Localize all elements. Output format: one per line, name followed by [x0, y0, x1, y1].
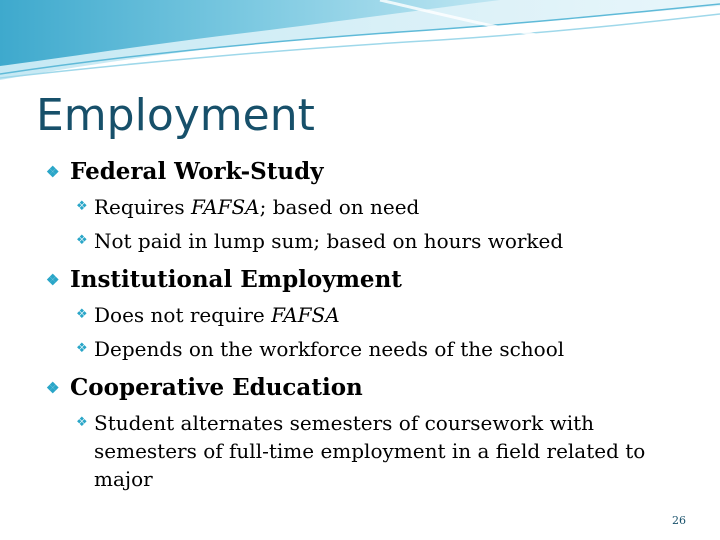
bullet-icon: ❖ [46, 163, 60, 181]
bullet-icon: ❖ [76, 341, 88, 356]
bullet-icon: ❖ [76, 415, 88, 430]
list-item-text-after: ; based on need [259, 195, 420, 219]
list-item [76, 227, 686, 255]
list-item-text: Requires [94, 195, 191, 219]
list-item [76, 301, 686, 329]
list-item-emphasis: FAFSA [191, 195, 260, 219]
bullet-icon: ❖ [46, 271, 60, 289]
list-item-text: Does not require [94, 303, 272, 327]
section-heading-federal-work-study [46, 155, 686, 189]
section-heading-label: Cooperative Education [70, 374, 363, 401]
list-item-emphasis: FAFSA [271, 303, 340, 327]
bullet-content [46, 154, 686, 493]
list-item-text: Depends on the workforce needs of the school [94, 337, 565, 361]
bullet-icon: ❖ [76, 199, 88, 214]
list-item [76, 335, 686, 363]
bullet-icon: ❖ [76, 233, 88, 248]
section-heading-institutional-employment [46, 263, 686, 297]
section-heading-label: Institutional Employment [70, 266, 402, 293]
section-heading-label: Federal Work-Study [70, 158, 324, 185]
bullet-icon: ❖ [46, 379, 60, 397]
bullet-icon: ❖ [76, 307, 88, 322]
slide-title: Employment [36, 90, 315, 141]
page-number: 26 [672, 514, 686, 527]
list-item-text: Student alternates semesters of coursework with semesters of full-time employment in a field related to major [94, 411, 646, 491]
header-wave-banner [0, 0, 720, 100]
list-item [76, 193, 686, 221]
list-item-text: Not paid in lump sum; based on hours worked [94, 229, 564, 253]
list-item [76, 409, 686, 493]
section-heading-cooperative-education [46, 371, 686, 405]
